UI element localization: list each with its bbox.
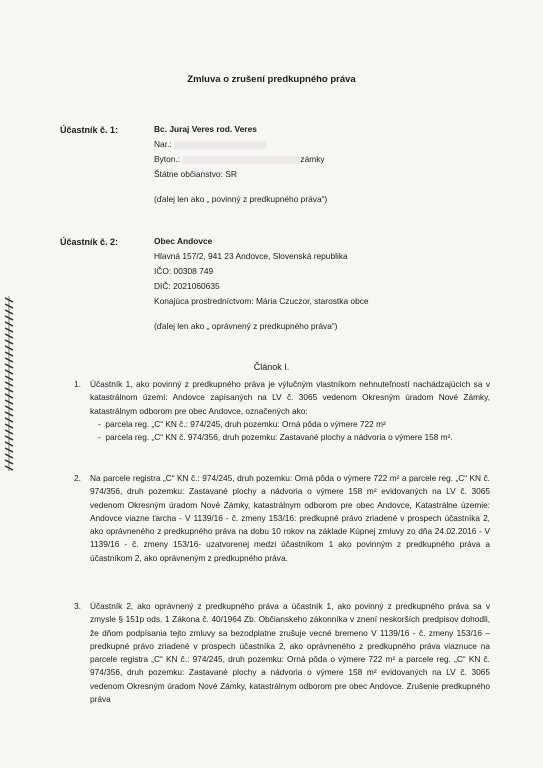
party1-name: Bc. Juraj Veres rod. Veres: [154, 124, 257, 134]
party1-address-row: [154, 152, 327, 167]
page-bottom-fade: [0, 750, 543, 768]
redacted-address-field: [182, 156, 300, 164]
party1-block: [154, 122, 327, 207]
paragraph-text: Na parcele registra „C“ KN č.: 974/245, druh pozemku: Orná pôda o výmere 722 m² a parcele reg. „C“ KN č. 974/356, druh pozemku: Zastavané plochy a nádvoria o výmere 158 m² evidovaných na LV č. 3065 vedenom Okresným úradom Nové Zámky, katastrálnym odborom pre obec Andovce, Katastrálne územie: Andovce viazne ťarcha - V 1139/16 - č. zmeny 153/16: predkupné právo zriadené v prospech účastníka 2, ako oprávneného z predkupného práva na dobu 10 rokov na základe Kúpnej zmluvy zo dňa 24.02.2016 - V 1139/16 - č. zmeny 153/16- uzatvorenej medzi účastníkom 1 ako povinným z predkupného práva a účastníkom 2, ako oprávneným z predkupného práva.: [90, 473, 490, 563]
list-item: - parcela reg. „C“ KN č. 974/356, druh pozemku: Zastavané plochy a nádvoria o výmere 158 m².: [98, 432, 453, 443]
list-item: - parcela reg. „C“ KN č.: 974/245, druh pozemku: Orná pôda o výmere 722 m²: [98, 418, 386, 429]
party1-birth-label: Nar.:: [154, 139, 175, 149]
list-item-text: parcela reg. „C“ KN č.: 974/245, druh pozemku: Orná pôda o výmere 722 m²: [105, 418, 386, 429]
paragraph-number: 3.: [74, 601, 81, 611]
party2-label: Účastník č. 2:: [60, 237, 119, 247]
party1-citizenship: Štátne občianstvo: SR: [154, 169, 237, 179]
document-title: Zmluva o zrušení predkupného práva: [187, 74, 356, 85]
article-heading: Článok I.: [253, 362, 290, 372]
party2-dic: DIČ: 2021060635: [154, 281, 220, 291]
binding-cord: [4, 296, 14, 471]
paragraph-number: 2.: [74, 473, 81, 483]
party1-label: Účastník č. 1:: [60, 125, 119, 135]
paragraph-3: [74, 600, 490, 706]
list-item-text: parcela reg. „C“ KN č. 974/356, druh pozemku: Zastavané plochy a nádvoria o výmere 158 m².: [105, 432, 453, 443]
party1-address-tail: zámky: [300, 154, 325, 164]
party2-note: (ďalej len ako „ oprávnený z predkupného práva“): [154, 321, 338, 331]
redacted-birth-field: [174, 141, 266, 149]
party2-name: Obec Andovce: [154, 236, 213, 246]
party2-block: [154, 234, 369, 334]
party1-address-label: Byton.:: [154, 154, 183, 164]
paragraph-2: [74, 472, 490, 565]
paragraph-text: Účastník 2, ako oprávnený z predkupného práva a účastník 1, ako povinný z predkupného práva sa v zmysle § 151p ods. 1 Zákona č. 40/1964 Zb. Občianskeho zákonníka v znení neskorších predpisov dohodli, že dňom podpísania tejto zmluvy sa bezodplatne zrušuje vecné bremeno V 1139/16 - č. zmeny 153/16 – predkupné právo zriadené v prospech účastníka 2, ako oprávneného z predkupného práva viaznuce na parcele registra „C“ KN č.: 974/245, druh pozemku: Orná pôda o výmere 722 m² a parcele reg. „C“ KN č. 974/356, druh pozemku: Zastavané plochy a nádvoria o výmere 158 m² evidovaných na LV č. 3065 vedenom Okresným úradom Nové Zámky, katastrálnym odborom pre obec Andovce. Zrušenie predkupného práva: [90, 601, 490, 705]
party2-representative: Konajúca prostredníctvom: Mária Czuczor, starostka obce: [154, 296, 369, 306]
paragraph-text: Účastník 1, ako povinný z predkupného práva je výlučným vlastníkom nehnuteľností nachádzajúcich sa v katastrálnom území: Andovce zapísaných na LV č. 3065 vedenom Okresným úradom Nové Zámky, katastrálnym odborom pre obec Andovce, označených ako:: [90, 379, 490, 416]
party1-note: (ďalej len ako „ povinný z predkupného práva“): [154, 194, 328, 204]
paragraph-1: [74, 378, 490, 444]
party1-birth-row: [154, 137, 327, 152]
paragraph-number: 1.: [74, 379, 81, 389]
party2-ico: IČO: 00308 749: [154, 266, 214, 276]
party2-address: Hlavná 157/2, 941 23 Andovce, Slovenská republika: [154, 251, 348, 261]
